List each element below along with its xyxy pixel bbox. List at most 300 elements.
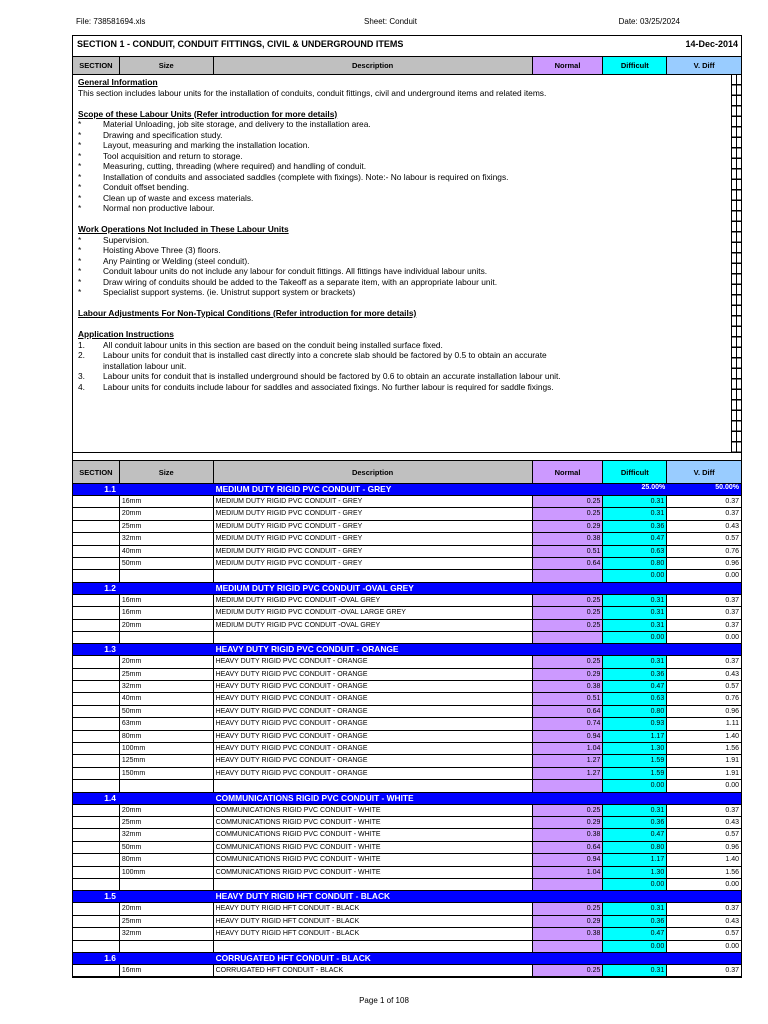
bullet-item [78, 130, 730, 141]
cell-section [73, 558, 120, 569]
cell-section [73, 817, 120, 828]
cell-description: HEAVY DUTY RIGID PVC CONDUIT - ORANGE [214, 755, 533, 766]
table-row [73, 533, 741, 545]
cell-section [73, 879, 120, 890]
cell-difficult: 0.36 [603, 669, 667, 680]
cell-size: 16mm [120, 496, 214, 507]
col-difficult-header: Difficult [603, 57, 667, 74]
cell-difficult: 0.80 [603, 558, 667, 569]
table-row [73, 706, 741, 718]
table-row [73, 595, 741, 607]
group-id: 1.5 [104, 891, 116, 902]
cell-normal: 0.74 [533, 718, 604, 729]
cell-size: 100mm [120, 867, 214, 878]
spacer-row [73, 453, 741, 461]
spreadsheet-page [72, 35, 742, 978]
page-footer: Page 1 of 108 [359, 996, 409, 1005]
cell-size: 16mm [120, 965, 214, 976]
table-row [73, 768, 741, 780]
bullet-text: Supervision. [103, 234, 150, 245]
cell-difficult: 1.59 [603, 755, 667, 766]
cell-size: 63mm [120, 718, 214, 729]
group-normal-cell [533, 953, 604, 964]
cell-section [73, 521, 120, 532]
cell-vdiff: 0.37 [725, 658, 739, 666]
bullet-item [78, 266, 730, 277]
bullet-marker: * [78, 234, 82, 245]
group-difficult-factor [603, 891, 667, 902]
cell-vdiff: 0.00 [725, 572, 739, 580]
cell-vdiff: 0.57 [725, 831, 739, 839]
cell-description: HEAVY DUTY RIGID PVC CONDUIT - ORANGE [214, 656, 533, 667]
cell-section [73, 780, 120, 791]
cell-size: 50mm [120, 558, 214, 569]
bullet-marker: * [78, 255, 82, 266]
instruction-item [78, 350, 730, 361]
table-row [73, 867, 741, 879]
cell-section [73, 669, 120, 680]
cell-section [73, 718, 120, 729]
cell-vdiff: 1.91 [725, 769, 739, 777]
bullet-marker: * [78, 161, 82, 171]
table-row [73, 718, 741, 730]
table-row [73, 879, 741, 891]
instruction-number: 1. [78, 339, 85, 350]
cell-difficult: 0.00 [603, 941, 667, 952]
bullet-text: Specialist support systems. (ie. Unistrut support system or brackets) [103, 287, 356, 297]
cell-vdiff: 0.76 [725, 695, 739, 703]
cell-vdiff: 0.00 [725, 633, 739, 641]
bullet-text: Hoisting Above Three (3) floors. [103, 245, 221, 255]
table-row [73, 928, 741, 940]
bullet-text: Measuring, cutting, threading (where required) and handling of conduit. [103, 161, 367, 171]
cell-vdiff: 0.37 [725, 510, 739, 518]
scope-heading: Scope of these Labour Units (Refer introduction for more details) [78, 108, 338, 119]
cell-size [120, 941, 214, 952]
cell-section [73, 546, 120, 557]
group-normal-cell [533, 484, 604, 495]
table-row [73, 693, 741, 705]
group-size-cell [120, 953, 214, 964]
cell-size: 20mm [120, 620, 214, 631]
table-col-size: Size [120, 461, 214, 483]
table-row [73, 755, 741, 767]
table-row [73, 780, 741, 792]
cell-vdiff: 1.91 [725, 757, 739, 765]
cell-difficult: 0.31 [603, 965, 667, 976]
cell-difficult: 1.17 [603, 854, 667, 865]
cell-section [73, 965, 120, 976]
cell-vdiff: 1.11 [725, 720, 739, 728]
cell-vdiff: 0.43 [725, 670, 739, 678]
info-panel [73, 75, 741, 453]
cell-size: 25mm [120, 817, 214, 828]
group-title: COMMUNICATIONS RIGID PVC CONDUIT - WHITE [215, 792, 414, 803]
cell-vdiff: 0.37 [725, 609, 739, 617]
bullet-item [78, 151, 730, 162]
table-col-difficult: Difficult [603, 461, 667, 483]
file-name: File: 738581694.xls [76, 17, 146, 26]
cell-normal: 0.38 [533, 681, 604, 692]
table-row [73, 521, 741, 533]
cell-vdiff: 0.37 [725, 905, 739, 913]
cell-size [120, 632, 214, 643]
bullet-text: Any Painting or Welding (steel conduit). [103, 255, 250, 266]
bullet-item [78, 172, 730, 183]
cell-vdiff: 0.37 [725, 966, 739, 974]
col-size-header: Size [120, 57, 214, 74]
cell-normal [533, 879, 604, 890]
instruction-item [78, 361, 730, 372]
cell-size: 32mm [120, 928, 214, 939]
cell-description: MEDIUM DUTY RIGID PVC CONDUIT - GREY [214, 496, 533, 507]
table-row [73, 496, 741, 508]
bullet-marker: * [78, 287, 82, 297]
cell-difficult: 0.31 [603, 656, 667, 667]
group-id: 1.4 [104, 792, 116, 803]
table-row [73, 829, 741, 841]
col-description-header: Description [214, 57, 533, 74]
cell-normal: 0.25 [533, 965, 604, 976]
scope-list [78, 119, 730, 214]
cell-size: 125mm [120, 755, 214, 766]
cell-section [73, 533, 120, 544]
cell-section [73, 829, 120, 840]
table-col-description: Description [214, 461, 533, 483]
group-title: CORRUGATED HFT CONDUIT - BLACK [215, 952, 371, 963]
cell-description: MEDIUM DUTY RIGID PVC CONDUIT -OVAL LARGE GREY [214, 607, 533, 618]
cell-description: HEAVY DUTY RIGID PVC CONDUIT - ORANGE [214, 681, 533, 692]
group-difficult-factor [603, 793, 667, 804]
cell-difficult: 0.80 [603, 842, 667, 853]
bullet-text: Draw wiring of conduits should be added to the Takeoff as a separate item, with an appropriate labour unit. [103, 276, 498, 287]
cell-description [214, 780, 533, 791]
cell-section [73, 496, 120, 507]
cell-size: 16mm [120, 595, 214, 606]
bullet-item [78, 235, 730, 246]
cell-section [73, 867, 120, 878]
cell-difficult: 0.31 [603, 620, 667, 631]
bullet-marker: * [78, 140, 82, 150]
cell-size: 20mm [120, 903, 214, 914]
cell-vdiff: 0.00 [725, 880, 739, 888]
cell-description: COMMUNICATIONS RIGID PVC CONDUIT - WHITE [214, 867, 533, 878]
cell-vdiff: 0.37 [725, 621, 739, 629]
bullet-marker: * [78, 171, 82, 182]
cell-description: COMMUNICATIONS RIGID PVC CONDUIT - WHITE [214, 854, 533, 865]
cell-size: 50mm [120, 706, 214, 717]
cell-normal: 1.27 [533, 755, 604, 766]
bullet-marker: * [78, 182, 82, 192]
group-size-cell [120, 891, 214, 902]
cell-section [73, 842, 120, 853]
cell-difficult: 1.30 [603, 867, 667, 878]
cell-normal: 0.25 [533, 607, 604, 618]
cell-normal: 0.38 [533, 829, 604, 840]
instruction-text: installation labour unit. [103, 360, 187, 371]
bullet-text: Material Unloading, job site storage, and delivery to the installation area. [103, 119, 371, 129]
cell-vdiff: 0.37 [725, 596, 739, 604]
cell-difficult: 0.93 [603, 718, 667, 729]
cell-size: 20mm [120, 805, 214, 816]
group-id: 1.3 [104, 644, 116, 655]
group-size-cell [120, 484, 214, 495]
cell-difficult: 0.00 [603, 879, 667, 890]
instruction-item [78, 371, 730, 382]
cell-size [120, 879, 214, 890]
table-row [73, 903, 741, 915]
cell-normal: 0.25 [533, 620, 604, 631]
cell-difficult: 0.31 [603, 903, 667, 914]
group-header-row [73, 644, 741, 656]
cell-difficult: 0.63 [603, 693, 667, 704]
bullet-text: Clean up of waste and excess materials. [103, 192, 254, 203]
cell-section [73, 620, 120, 631]
cell-size: 150mm [120, 768, 214, 779]
cell-difficult: 0.36 [603, 521, 667, 532]
section-title: SECTION 1 - CONDUIT, CONDUIT FITTINGS, CIVIL & UNDERGROUND ITEMS [77, 39, 404, 49]
cell-section [73, 805, 120, 816]
section-title-bar [73, 36, 741, 57]
group-header-row [73, 953, 741, 965]
cell-section [73, 508, 120, 519]
cell-size: 50mm [120, 842, 214, 853]
group-vdiff-factor [667, 644, 741, 655]
instruction-text: Labour units for conduit that is installed cast directly into a concrete slab should be factored by 0.5 to obtain an accurate [103, 350, 547, 360]
cell-section [73, 941, 120, 952]
cell-difficult: 0.47 [603, 928, 667, 939]
cell-section [73, 632, 120, 643]
cell-vdiff: 0.57 [725, 683, 739, 691]
table-row [73, 656, 741, 668]
cell-vdiff: 0.96 [725, 707, 739, 715]
table-column-header [73, 461, 741, 484]
cell-normal: 1.04 [533, 743, 604, 754]
cell-size: 25mm [120, 669, 214, 680]
table-row [73, 743, 741, 755]
cell-section [73, 656, 120, 667]
group-normal-cell [533, 793, 604, 804]
bullet-marker: * [78, 276, 82, 287]
print-date: Date: 03/25/2024 [618, 17, 680, 26]
cell-section [73, 743, 120, 754]
bullet-text: Conduit offset bending. [103, 182, 189, 192]
cell-description: MEDIUM DUTY RIGID PVC CONDUIT -OVAL GREY [214, 620, 533, 631]
cell-description [214, 632, 533, 643]
cell-description: HEAVY DUTY RIGID PVC CONDUIT - ORANGE [214, 731, 533, 742]
table-row [73, 842, 741, 854]
cell-description [214, 570, 533, 581]
cell-description: HEAVY DUTY RIGID PVC CONDUIT - ORANGE [214, 693, 533, 704]
group-title: MEDIUM DUTY RIGID PVC CONDUIT - GREY [215, 484, 392, 494]
cell-section [73, 570, 120, 581]
cell-difficult: 0.47 [603, 829, 667, 840]
cell-section [73, 928, 120, 939]
cell-vdiff: 0.57 [725, 535, 739, 543]
bullet-marker: * [78, 203, 82, 213]
table-col-normal: Normal [533, 461, 604, 483]
cell-difficult: 0.31 [603, 595, 667, 606]
not-included-heading: Work Operations Not Included in These Labour Units [78, 224, 289, 234]
cell-vdiff: 0.37 [725, 806, 739, 814]
bullet-text: Normal non productive labour. [103, 203, 215, 213]
not-included-list [78, 235, 730, 298]
cell-difficult: 1.30 [603, 743, 667, 754]
cell-normal: 0.29 [533, 521, 604, 532]
table-row [73, 817, 741, 829]
cell-normal: 0.51 [533, 546, 604, 557]
cell-vdiff: 1.56 [725, 745, 739, 753]
cell-vdiff: 0.37 [725, 498, 739, 505]
group-id: 1.1 [104, 484, 116, 494]
bullet-item [78, 203, 730, 214]
cell-section [73, 854, 120, 865]
instruction-number: 2. [78, 350, 85, 360]
instruction-text: Labour units for conduits include labour for saddles and associated fixings. No further labour is required for saddle fixings. [103, 381, 554, 392]
instruction-number: 4. [78, 381, 85, 392]
group-normal-cell [533, 891, 604, 902]
table-row [73, 854, 741, 866]
cell-difficult: 0.63 [603, 546, 667, 557]
top-column-header [73, 57, 741, 75]
cell-difficult: 0.31 [603, 805, 667, 816]
application-heading: Application Instructions [78, 329, 174, 339]
general-text: This section includes labour units for the installation of conduits, conduit fittings, civil and underground items and related items. [78, 87, 547, 98]
instruction-item [78, 382, 730, 393]
cell-size: 20mm [120, 656, 214, 667]
table-row [73, 546, 741, 558]
bullet-item [78, 182, 730, 193]
cell-difficult: 0.80 [603, 706, 667, 717]
bullet-text: Tool acquisition and return to storage. [103, 150, 243, 161]
cell-normal: 0.51 [533, 693, 604, 704]
cell-section [73, 595, 120, 606]
group-title: MEDIUM DUTY RIGID PVC CONDUIT -OVAL GREY [215, 582, 414, 593]
cell-difficult: 1.17 [603, 731, 667, 742]
cell-difficult: 0.00 [603, 780, 667, 791]
instruction-item [78, 340, 730, 351]
cell-size: 16mm [120, 607, 214, 618]
cell-description: HEAVY DUTY RIGID HFT CONDUIT - BLACK [214, 916, 533, 927]
group-size-cell [120, 644, 214, 655]
cell-vdiff: 0.76 [725, 547, 739, 555]
cell-difficult: 0.47 [603, 681, 667, 692]
cell-description [214, 941, 533, 952]
bullet-item [78, 256, 730, 267]
cell-difficult: 0.00 [603, 570, 667, 581]
cell-description: MEDIUM DUTY RIGID PVC CONDUIT - GREY [214, 508, 533, 519]
group-vdiff-factor: 50.00% [715, 484, 739, 491]
table-row [73, 805, 741, 817]
cell-size: 100mm [120, 743, 214, 754]
page-header [76, 17, 680, 29]
cell-difficult: 0.36 [603, 916, 667, 927]
col-vdiff-header: V. Diff [667, 57, 741, 74]
cell-description: HEAVY DUTY RIGID PVC CONDUIT - ORANGE [214, 669, 533, 680]
cell-description [214, 879, 533, 890]
bullet-item [78, 277, 730, 288]
bullet-marker: * [78, 119, 82, 129]
cell-size: 40mm [120, 693, 214, 704]
group-header-row [73, 583, 741, 595]
bullet-marker: * [78, 129, 82, 140]
cell-difficult: 1.59 [603, 768, 667, 779]
cell-description: COMMUNICATIONS RIGID PVC CONDUIT - WHITE [214, 817, 533, 828]
cell-section [73, 916, 120, 927]
cell-size: 32mm [120, 681, 214, 692]
cell-vdiff: 0.00 [725, 942, 739, 950]
instruction-number [78, 361, 103, 372]
cell-section [73, 681, 120, 692]
bullet-marker: * [78, 192, 82, 203]
bullet-text: Drawing and specification study. [103, 129, 223, 140]
table-row [73, 558, 741, 570]
bullet-text: Layout, measuring and marking the installation location. [103, 140, 310, 150]
group-size-cell [120, 793, 214, 804]
cell-section [73, 731, 120, 742]
section-date: 14-Dec-2014 [685, 39, 738, 49]
cell-normal: 0.38 [533, 928, 604, 939]
table-row [73, 607, 741, 619]
cell-vdiff: 0.00 [725, 782, 739, 790]
cell-description: MEDIUM DUTY RIGID PVC CONDUIT - GREY [214, 533, 533, 544]
cell-size: 25mm [120, 521, 214, 532]
cell-size: 20mm [120, 508, 214, 519]
cell-description: MEDIUM DUTY RIGID PVC CONDUIT -OVAL GREY [214, 595, 533, 606]
cell-description: MEDIUM DUTY RIGID PVC CONDUIT - GREY [214, 521, 533, 532]
cell-normal: 1.27 [533, 768, 604, 779]
group-vdiff-factor [667, 583, 741, 594]
cell-normal: 0.64 [533, 558, 604, 569]
cell-difficult: 0.31 [603, 508, 667, 519]
cell-description: HEAVY DUTY RIGID PVC CONDUIT - ORANGE [214, 768, 533, 779]
instruction-text: Labour units for conduit that is installed underground should be factored by 0.6 to obtain an accurate installation labour unit. [103, 371, 561, 381]
table-row [73, 731, 741, 743]
group-header-row [73, 793, 741, 805]
group-vdiff-factor [667, 953, 741, 964]
cell-vdiff: 1.40 [725, 732, 739, 740]
cell-size: 32mm [120, 533, 214, 544]
table-row [73, 681, 741, 693]
col-section-header: SECTION [73, 57, 120, 74]
cell-normal: 0.29 [533, 916, 604, 927]
table-col-vdiff: V. Diff [667, 461, 741, 483]
group-title: HEAVY DUTY RIGID PVC CONDUIT - ORANGE [215, 644, 399, 655]
cell-description: CORRUGATED HFT CONDUIT - BLACK [214, 965, 533, 976]
cell-vdiff: 1.40 [725, 856, 739, 864]
table-row [73, 508, 741, 520]
bullet-item [78, 193, 730, 204]
table-row [73, 669, 741, 681]
cell-section [73, 903, 120, 914]
group-difficult-factor: 25.00% [641, 484, 666, 491]
cell-normal: 0.25 [533, 903, 604, 914]
table-row [73, 916, 741, 928]
row-border-strip [731, 75, 741, 452]
col-normal-header: Normal [533, 57, 604, 74]
cell-section [73, 607, 120, 618]
cell-normal [533, 780, 604, 791]
cell-size: 40mm [120, 546, 214, 557]
cell-section [73, 693, 120, 704]
group-difficult-factor [603, 583, 667, 594]
sheet-name: Sheet: Conduit [364, 17, 417, 26]
group-difficult-factor [603, 953, 667, 964]
cell-size [120, 570, 214, 581]
cell-difficult: 0.31 [603, 496, 667, 507]
group-vdiff-factor [667, 793, 741, 804]
group-vdiff-factor [667, 891, 741, 902]
